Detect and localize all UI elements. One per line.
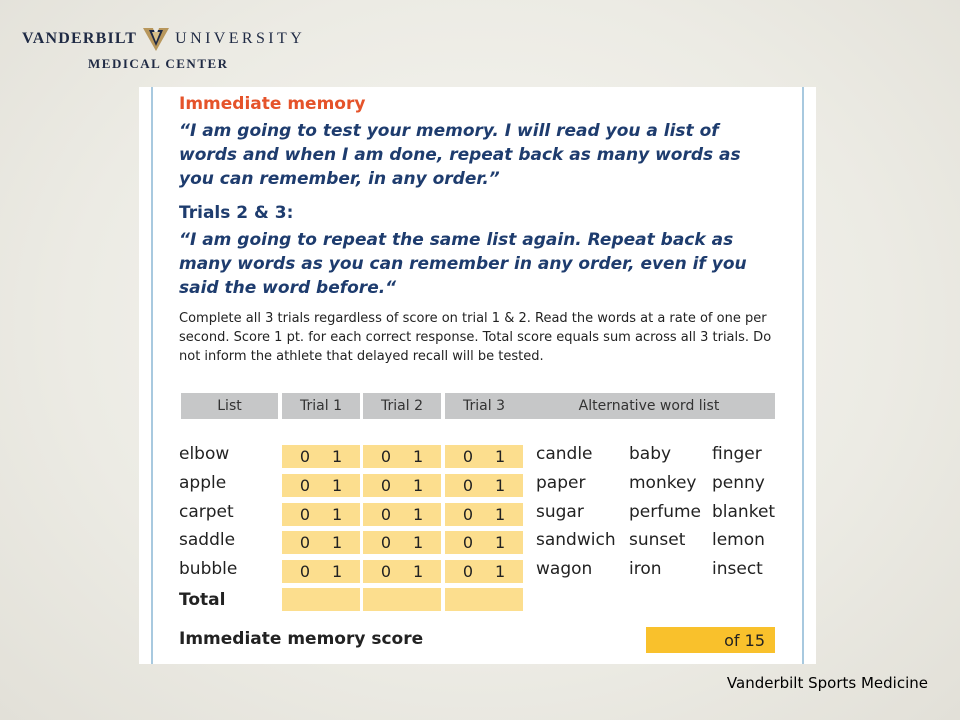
score-cell-trial-3[interactable]	[445, 560, 523, 583]
score-option[interactable]: 1	[495, 475, 506, 495]
score-option[interactable]: 1	[495, 447, 506, 466]
score-option[interactable]: 1	[332, 475, 343, 495]
score-option[interactable]: 1	[332, 447, 343, 466]
instruction-quote-1: “I am going to test your memory. I will read you a list of words and when I am done, repeat back as many words as you can remember, in any order.”	[179, 121, 741, 189]
list-word: saddle	[179, 530, 236, 551]
alternative-word: finger	[712, 444, 762, 464]
vanderbilt-v-icon	[141, 26, 171, 52]
alternative-word: iron	[629, 559, 662, 580]
alternative-word: insect	[712, 559, 763, 580]
score-option[interactable]: 0	[462, 447, 473, 466]
total-cell-trial-2[interactable]	[363, 588, 441, 611]
score-cell-trial-1[interactable]	[282, 474, 360, 497]
score-option[interactable]: 1	[332, 504, 343, 524]
header-alternative-list: Alternative word list	[523, 393, 775, 419]
logo-wordmark	[22, 26, 305, 52]
score-cell-trial-2[interactable]	[363, 531, 441, 554]
memory-form-panel	[139, 87, 816, 664]
score-cell-trial-3[interactable]	[445, 531, 523, 554]
score-cell-trial-1[interactable]	[282, 531, 360, 554]
footer-text: Vanderbilt Sports Medicine	[726, 674, 928, 692]
score-option[interactable]: 0	[380, 562, 391, 582]
form-heading: Immediate memory	[179, 94, 366, 114]
alternative-word: penny	[712, 472, 765, 493]
score-option[interactable]: 1	[413, 562, 424, 582]
alternative-word: baby	[629, 444, 672, 464]
score-option[interactable]: 0	[299, 504, 310, 524]
list-word: bubble	[179, 559, 238, 580]
score-cell-trial-3[interactable]	[445, 445, 523, 468]
score-cell-trial-1[interactable]	[282, 503, 360, 526]
score-option[interactable]: 1	[413, 533, 424, 553]
score-cell-trial-2[interactable]	[363, 560, 441, 583]
score-option[interactable]: 0	[299, 475, 310, 495]
score-option[interactable]: 0	[299, 562, 310, 582]
score-option[interactable]: 0	[380, 475, 391, 495]
score-option[interactable]: 0	[462, 504, 473, 524]
total-cell-trial-1[interactable]	[282, 588, 360, 611]
score-option[interactable]: 0	[380, 504, 391, 524]
panel-border-right	[802, 87, 804, 664]
list-word: elbow	[179, 444, 230, 464]
alternative-word: lemon	[712, 530, 765, 551]
score-cell-trial-3[interactable]	[445, 503, 523, 526]
score-option[interactable]: 1	[413, 504, 424, 524]
score-cell-trial-1[interactable]	[282, 560, 360, 583]
score-option[interactable]: 1	[413, 475, 424, 495]
alternative-word: monkey	[629, 472, 697, 493]
alternative-word: blanket	[712, 501, 776, 522]
score-option[interactable]: 0	[299, 447, 310, 466]
list-word: apple	[179, 472, 227, 493]
alternative-word: perfume	[629, 501, 702, 522]
total-cell-trial-3[interactable]	[445, 588, 523, 611]
score-option[interactable]: 0	[462, 562, 473, 582]
alternative-word: sunset	[629, 530, 686, 551]
scoring-instructions: Complete all 3 trials regardless of score on trial 1 & 2. Read the words at a rate of one per second. Score 1 pt. for each correct response. Total score equals sum across all 3 trials. Do not inform the athlete that delayed recall will be tested.	[179, 311, 772, 364]
score-option[interactable]: 1	[495, 504, 506, 524]
score-cell-trial-3[interactable]	[445, 474, 523, 497]
logo-subtitle: MEDICAL CENTER	[88, 56, 229, 71]
score-option[interactable]: 0	[462, 475, 473, 495]
panel-border-left	[151, 87, 153, 664]
header-trial-2: Trial 2	[363, 393, 441, 419]
list-word: carpet	[179, 501, 234, 522]
score-cell-trial-1[interactable]	[282, 445, 360, 468]
score-option[interactable]: 0	[380, 447, 391, 466]
score-cell-trial-2[interactable]	[363, 445, 441, 468]
header-list: List	[181, 393, 278, 419]
alternative-word: paper	[536, 472, 586, 493]
alternative-word: wagon	[536, 559, 593, 580]
score-option[interactable]: 1	[495, 533, 506, 553]
alternative-word: sugar	[536, 501, 584, 522]
score-option[interactable]: 0	[299, 533, 310, 553]
score-option[interactable]: 1	[332, 562, 343, 582]
score-cell-trial-2[interactable]	[363, 474, 441, 497]
trials-label: Trials 2 & 3:	[179, 203, 294, 223]
score-option[interactable]: 0	[380, 533, 391, 553]
vanderbilt-logo	[22, 22, 312, 74]
header-trial-3: Trial 3	[445, 393, 523, 419]
score-option[interactable]: 1	[332, 533, 343, 553]
logo-name-left: VANDERBILT	[22, 30, 138, 47]
alternative-word: candle	[536, 444, 593, 464]
header-trial-1: Trial 1	[282, 393, 360, 419]
immediate-memory-score-box[interactable]: of 15	[646, 627, 775, 653]
logo-name-right: UNIVERSITY	[175, 30, 306, 47]
score-option[interactable]: 1	[413, 447, 424, 466]
alternative-word: sandwich	[536, 530, 616, 551]
score-option[interactable]: 0	[462, 533, 473, 553]
total-label: Total	[179, 590, 226, 610]
instruction-quote-2: “I am going to repeat the same list again. Repeat back as many words as you can remember in any order, even if you said the word before.“	[179, 230, 747, 298]
score-option[interactable]: 1	[495, 562, 506, 582]
immediate-memory-score-label: Immediate memory score	[179, 629, 424, 649]
score-cell-trial-2[interactable]	[363, 503, 441, 526]
